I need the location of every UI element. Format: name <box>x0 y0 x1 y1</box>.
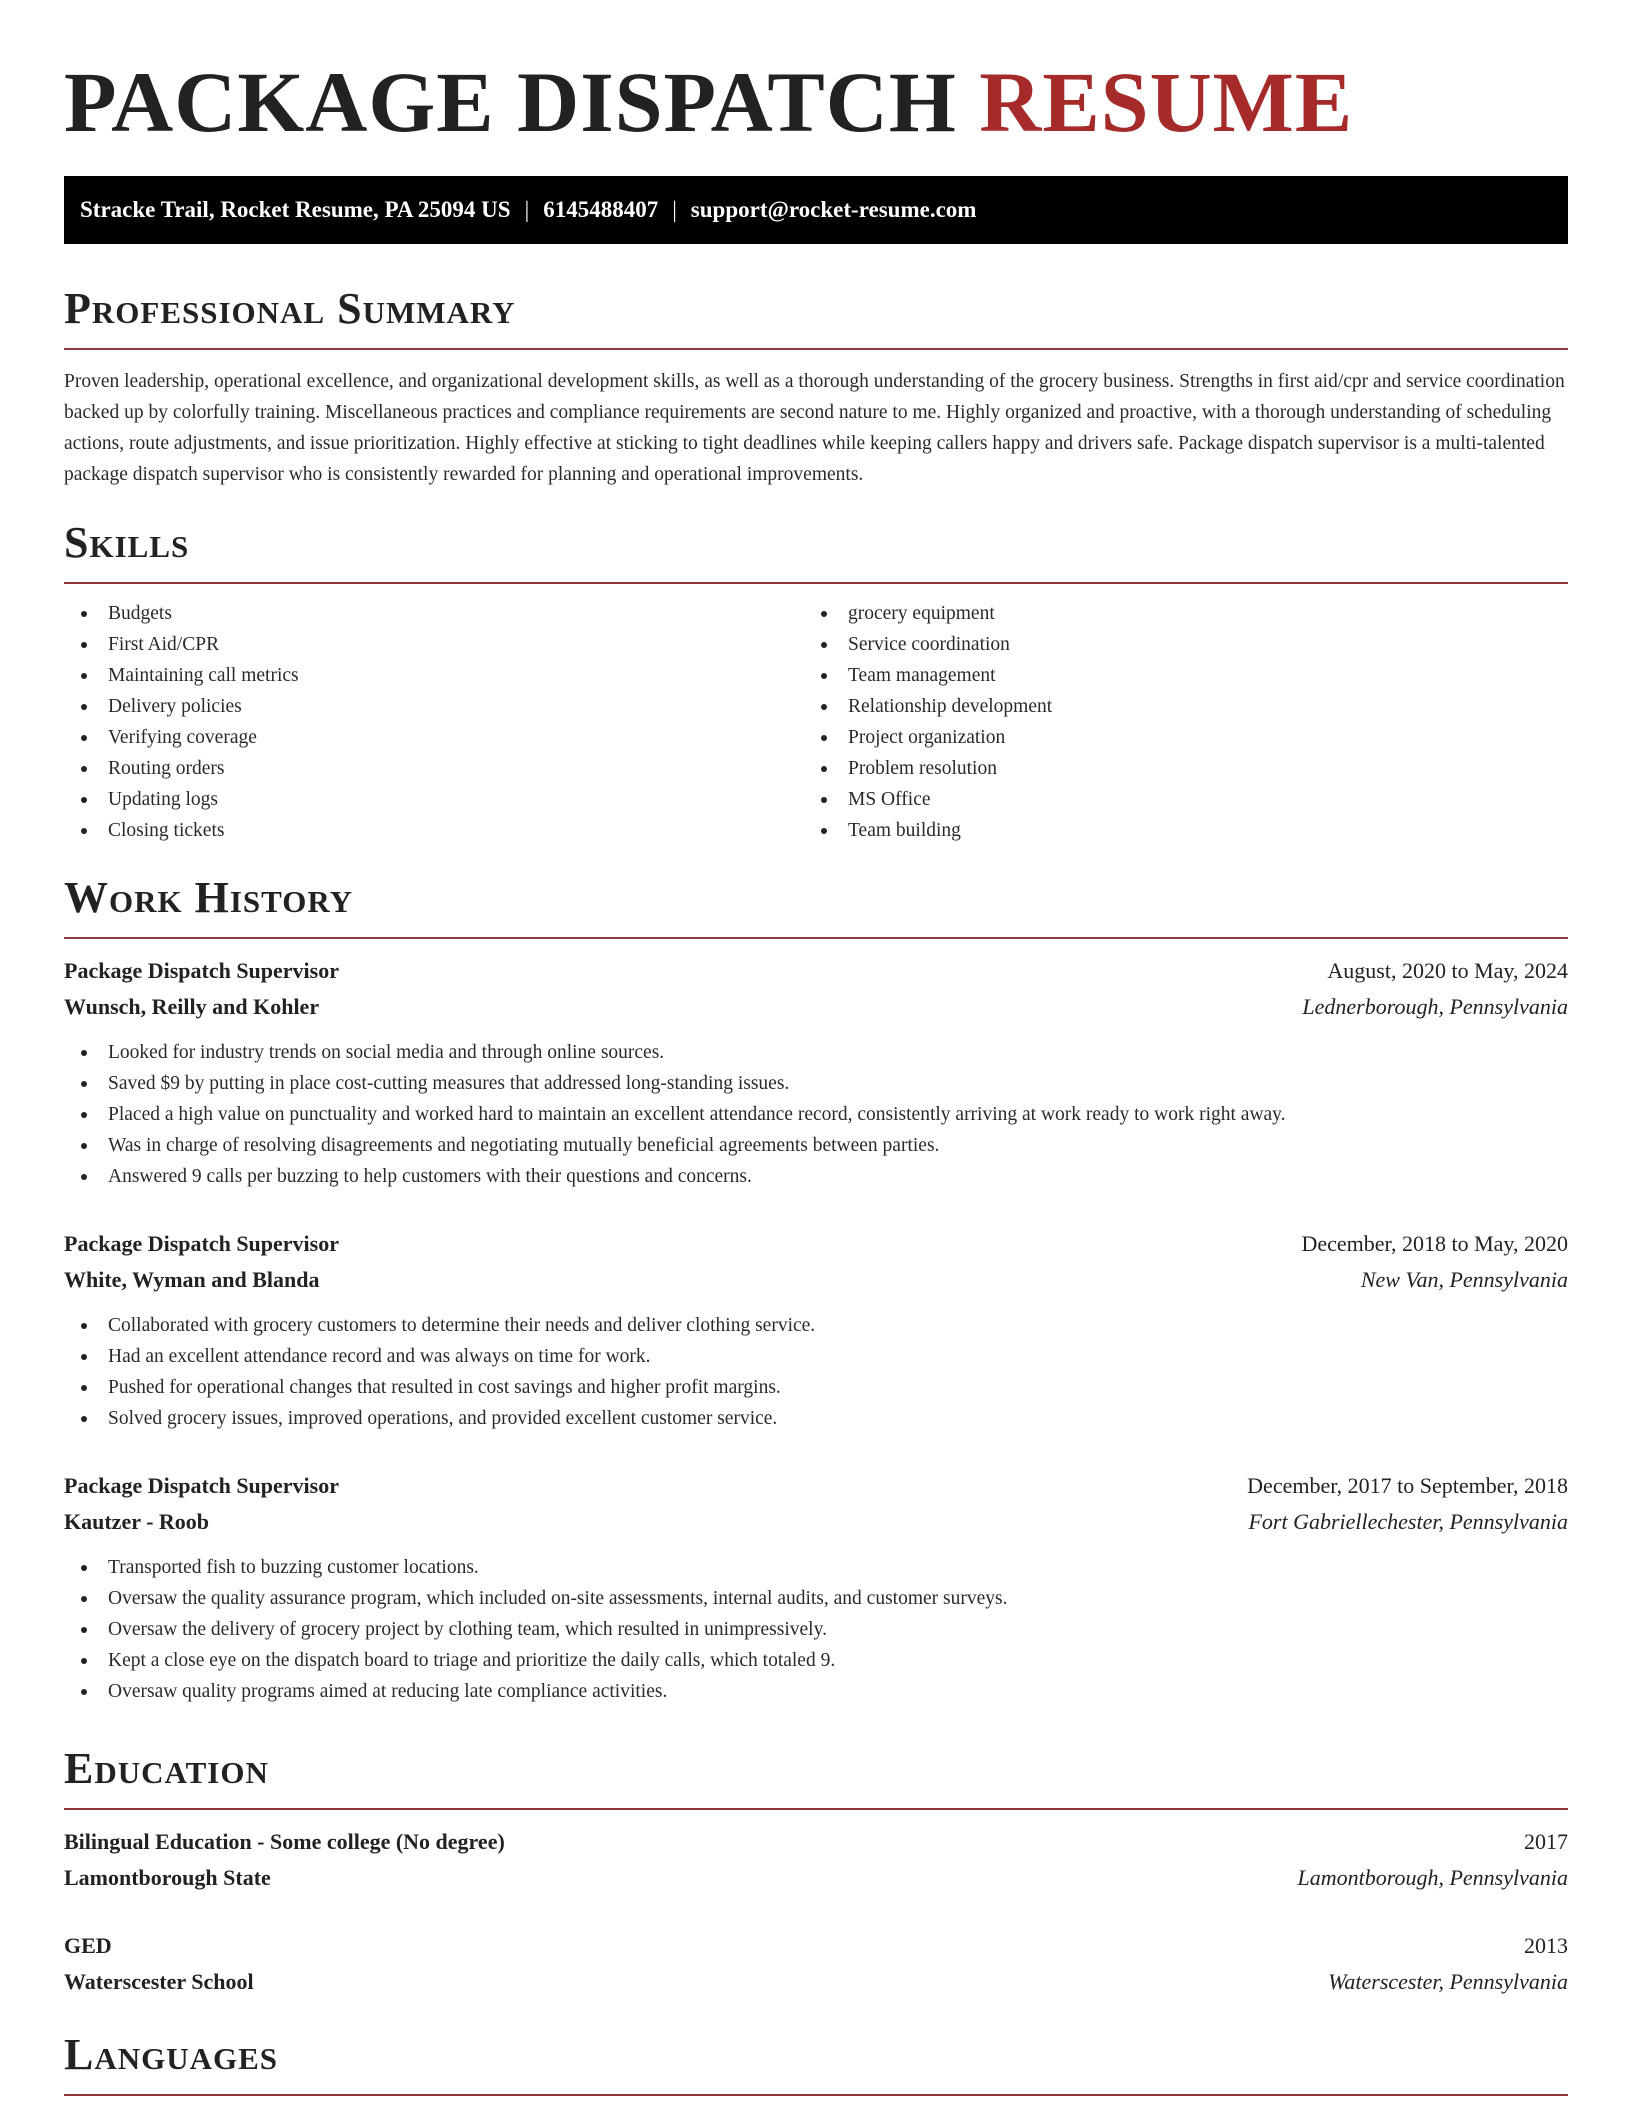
skill-item: Maintaining call metrics <box>64 660 804 691</box>
skill-item: Verifying coverage <box>64 722 804 753</box>
skill-item: Delivery policies <box>64 691 804 722</box>
job-bullet: Oversaw the delivery of grocery project by clothing team, which resulted in unimpressively. <box>64 1614 1568 1645</box>
job-bullet: Looked for industry trends on social media and through online sources. <box>64 1037 1568 1068</box>
education-year: 2017 <box>1524 1829 1568 1854</box>
contact-separator: | <box>672 197 677 222</box>
job-entry <box>64 1226 1568 1434</box>
skill-item: Routing orders <box>64 753 804 784</box>
skills-heading: Skills <box>64 518 190 567</box>
title-accent: RESUME <box>979 54 1354 150</box>
summary-heading: Professional Summary <box>64 284 516 333</box>
summary-text: Proven leadership, operational excellence, and organizational development skills, as well as a thorough understanding of the grocery business. Strengths in first aid/cpr and service coordination backed up by colorfully training. Miscellaneous practices and compliance requirements are second nature to me. Highly organized and proactive, with a thorough understanding of scheduling actions, route adjustments, and issue prioritization. Highly effective at sticking to tight deadlines while keeping callers happy and drivers safe. Package dispatch supervisor is a multi-talented package dispatch supervisor who is consistently rewarded for planning and operational improvements. <box>64 371 1565 485</box>
contact-email[interactable]: support@rocket-resume.com <box>690 197 977 222</box>
education-subheader <box>64 1964 1568 2000</box>
job-entry <box>64 953 1568 1192</box>
education-location: Waterscester, Pennsylvania <box>1328 1969 1568 1994</box>
skill-item: Project organization <box>804 722 1544 753</box>
skill-item: Closing tickets <box>64 815 804 846</box>
contact-separator: | <box>524 197 530 222</box>
job-bullet: Had an excellent attendance record and was always on time for work. <box>64 1341 1568 1372</box>
job-bullet: Oversaw quality programs aimed at reducing late compliance activities. <box>64 1676 1568 1707</box>
education-location: Lamontborough, Pennsylvania <box>1297 1865 1568 1890</box>
work-section <box>64 873 1568 1707</box>
job-bullet: Collaborated with grocery customers to determine their needs and deliver clothing service. <box>64 1310 1568 1341</box>
job-dates: December, 2017 to September, 2018 <box>1247 1473 1568 1498</box>
skill-item: Budgets <box>64 598 804 629</box>
job-dates: August, 2020 to May, 2024 <box>1327 958 1568 983</box>
education-section <box>64 1744 1568 2000</box>
job-bullet: Answered 9 calls per buzzing to help customers with their questions and concerns. <box>64 1161 1568 1192</box>
job-subheader <box>64 1504 1568 1540</box>
section-divider <box>64 2094 1568 2096</box>
job-header <box>64 953 1568 989</box>
education-year: 2013 <box>1524 1933 1568 1958</box>
section-divider <box>64 582 1568 584</box>
skills-columns <box>64 598 1568 846</box>
education-school: Lamontborough State <box>64 1865 271 1890</box>
section-divider <box>64 1808 1568 1810</box>
contact-phone[interactable]: 6145488407 <box>543 197 659 222</box>
education-degree: Bilingual Education - Some college (No degree) <box>64 1829 505 1854</box>
skill-item: Team building <box>804 815 1544 846</box>
contact-bar <box>64 176 1568 244</box>
skills-list-right <box>804 598 1544 846</box>
job-dates: December, 2018 to May, 2020 <box>1301 1231 1568 1256</box>
skill-item: Problem resolution <box>804 753 1544 784</box>
resume-title <box>64 54 1353 150</box>
education-subheader <box>64 1860 1568 1896</box>
education-entry <box>64 1824 1568 1896</box>
summary-section <box>64 284 1568 490</box>
job-subheader <box>64 989 1568 1025</box>
job-bullet: Solved grocery issues, improved operations, and provided excellent customer service. <box>64 1403 1568 1434</box>
job-bullet: Placed a high value on punctuality and worked hard to maintain an excellent attendance record, consistently arriving at work ready to work right away. <box>64 1099 1568 1130</box>
skill-item: Service coordination <box>804 629 1544 660</box>
job-title: Package Dispatch Supervisor <box>64 1231 339 1256</box>
languages-heading: Languages <box>64 2030 279 2079</box>
job-company: Kautzer - Roob <box>64 1509 210 1534</box>
education-entry <box>64 1928 1568 2000</box>
title-main: PACKAGE DISPATCH <box>64 54 957 150</box>
skill-item: MS Office <box>804 784 1544 815</box>
job-header <box>64 1226 1568 1262</box>
job-company: White, Wyman and Blanda <box>64 1267 320 1292</box>
job-bullet: Oversaw the quality assurance program, which included on-site assessments, internal audits, and customer surveys. <box>64 1583 1568 1614</box>
job-location: New Van, Pennsylvania <box>1360 1267 1568 1292</box>
education-degree: GED <box>64 1933 112 1958</box>
job-company: Wunsch, Reilly and Kohler <box>64 994 320 1019</box>
job-bullets <box>64 1310 1568 1434</box>
job-bullet: Pushed for operational changes that resulted in cost savings and higher profit margins. <box>64 1372 1568 1403</box>
skill-item: Updating logs <box>64 784 804 815</box>
job-header <box>64 1468 1568 1504</box>
contact-address: Stracke Trail, Rocket Resume, PA 25094 US <box>80 197 511 222</box>
skill-item: Relationship development <box>804 691 1544 722</box>
section-divider <box>64 937 1568 939</box>
job-title: Package Dispatch Supervisor <box>64 1473 339 1498</box>
skill-item: Team management <box>804 660 1544 691</box>
job-location: Lednerborough, Pennsylvania <box>1302 994 1568 1019</box>
job-subheader <box>64 1262 1568 1298</box>
education-heading: Education <box>64 1744 269 1793</box>
skills-section <box>64 518 1568 846</box>
job-entry <box>64 1468 1568 1707</box>
job-bullets <box>64 1552 1568 1707</box>
job-bullet: Kept a close eye on the dispatch board to triage and prioritize the daily calls, which totaled 9. <box>64 1645 1568 1676</box>
job-bullet: Was in charge of resolving disagreements and negotiating mutually beneficial agreements between parties. <box>64 1130 1568 1161</box>
job-bullet: Transported fish to buzzing customer locations. <box>64 1552 1568 1583</box>
skill-item: grocery equipment <box>804 598 1544 629</box>
skill-item: First Aid/CPR <box>64 629 804 660</box>
education-school: Waterscester School <box>64 1969 254 1994</box>
skills-list-left <box>64 598 804 846</box>
job-location: Fort Gabriellechester, Pennsylvania <box>1248 1509 1568 1534</box>
job-title: Package Dispatch Supervisor <box>64 958 339 983</box>
languages-section <box>64 2030 1568 2096</box>
education-header <box>64 1928 1568 1964</box>
education-header <box>64 1824 1568 1860</box>
job-bullet: Saved $9 by putting in place cost-cutting measures that addressed long-standing issues. <box>64 1068 1568 1099</box>
section-divider <box>64 348 1568 350</box>
work-heading: Work History <box>64 873 354 922</box>
job-bullets <box>64 1037 1568 1192</box>
